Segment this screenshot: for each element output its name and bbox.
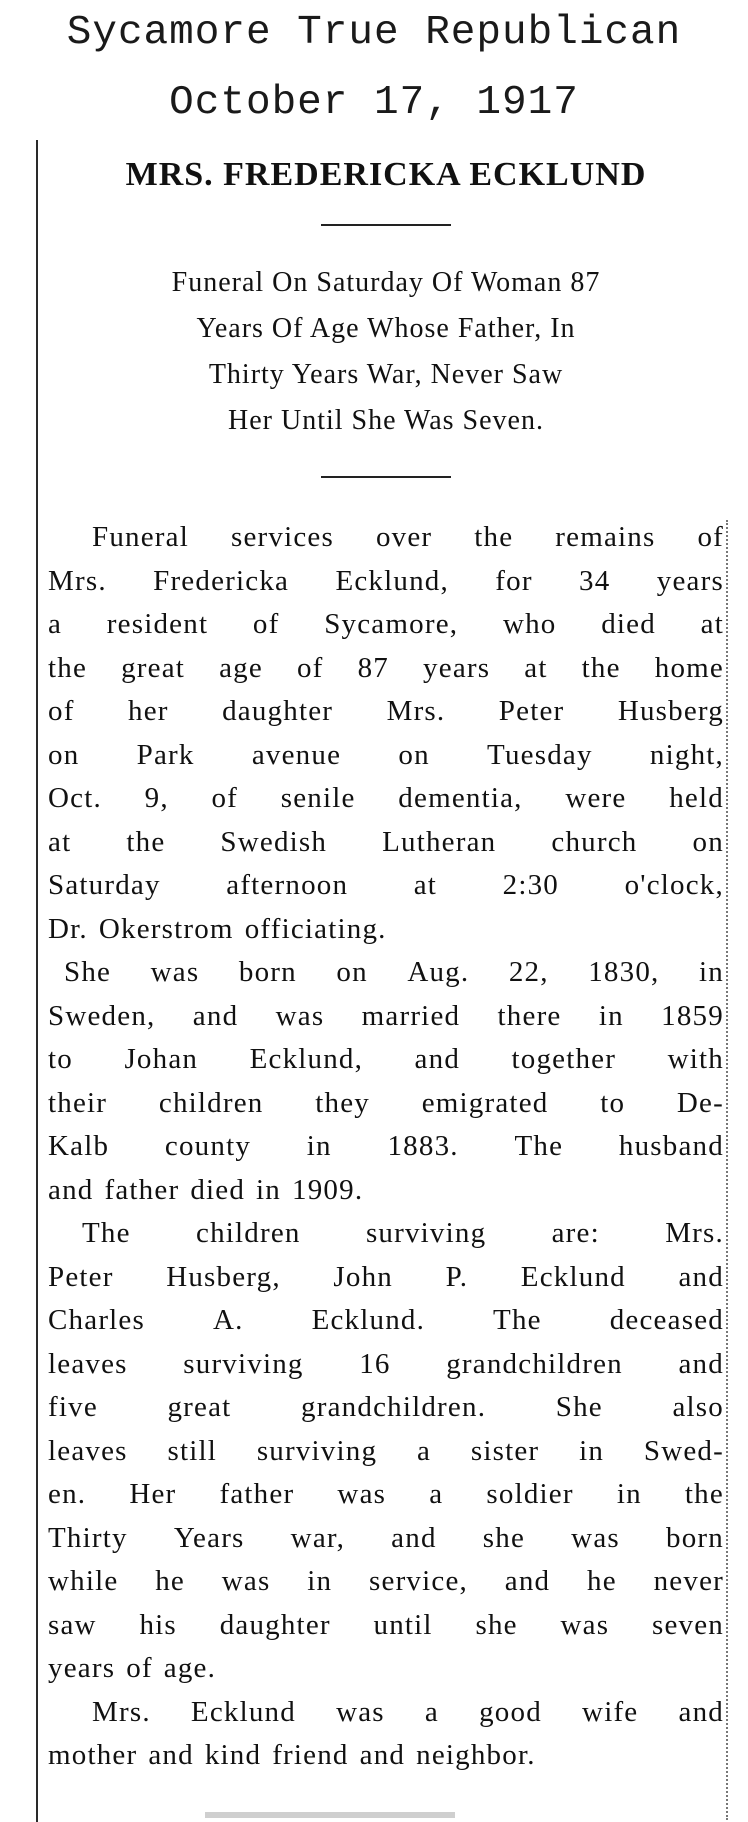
paragraph-line: saw his daughter until she was seven [48,1608,724,1641]
article-deck [48,260,724,444]
deck-line: Her Until She Was Seven. [228,405,544,436]
paragraph-line: on Park avenue on Tuesday night, [48,738,724,771]
paragraph-line: to Johan Ecklund, and together with [48,1043,724,1075]
paragraph-line: The children surviving are: Mrs. [82,1217,724,1249]
column-rule-left [36,140,38,1822]
paragraph-line: mother and kind friend and neighbor. [48,1739,536,1771]
headline-divider [321,224,451,226]
deck-line: Years Of Age Whose Father, In [196,313,576,344]
article-body [48,516,724,1778]
paragraph-line: Dr. Okerstrom officiating. [48,912,387,945]
paragraph-line: leaves surviving 16 grandchildren and [48,1347,724,1380]
paragraph-line: their children they emigrated to De- [48,1086,724,1119]
paragraph-line: at the Swedish Lutheran church on [48,825,724,858]
paragraph-line: Peter Husberg, John P. Ecklund and [48,1260,724,1293]
paragraph-line: and father died in 1909. [48,1173,364,1206]
paragraph-line: Mrs. Ecklund was a good wife and [92,1695,724,1728]
paragraph-line: Funeral services over the remains of [92,521,724,553]
paragraph-line: Oct. 9, of senile dementia, were held [48,782,724,814]
paragraph-line: five great grandchildren. She also [48,1391,724,1423]
article-column [48,150,724,1778]
paragraph-line: the great age of 87 years at the home [48,651,724,684]
deck-line: Thirty Years War, Never Saw [208,359,564,390]
paragraph-line: Charles A. Ecklund. The deceased [48,1304,724,1336]
article-paragraph [48,1691,724,1778]
deck-divider [321,476,451,478]
paragraph-line: She was born on Aug. 22, 1830, in [64,956,724,988]
paragraph-line: en. Her father was a soldier in the [48,1478,724,1510]
article-paragraph [48,516,724,951]
paragraph-line: Kalb county in 1883. The husband [48,1130,724,1162]
paragraph-line: Sweden, and was married there in 1859 [48,999,724,1032]
publication-name: Sycamore True Republican [66,10,682,56]
article-paragraph [48,951,724,1212]
column-rule-right [726,520,728,1820]
paragraph-line: of her daughter Mrs. Peter Husberg [48,695,724,727]
paragraph-line: a resident of Sycamore, who died at [48,608,724,640]
article-headline: MRS. FREDERICKA ECKLUND [125,156,647,193]
scan-edge-mark [205,1812,455,1818]
paragraph-line: years of age. [48,1652,217,1684]
paragraph-line: Saturday afternoon at 2:30 o'clock, [48,869,724,901]
paragraph-line: leaves still surviving a sister in Swed- [48,1434,724,1467]
paragraph-line: Mrs. Fredericka Ecklund, for 34 years [48,564,724,597]
paragraph-line: while he was in service, and he never [48,1565,724,1597]
deck-line: Funeral On Saturday Of Woman 87 [171,267,601,298]
paragraph-line: Thirty Years war, and she was born [48,1521,724,1554]
article-paragraph [48,1212,724,1691]
publication-date: October 17, 1917 [169,80,579,126]
